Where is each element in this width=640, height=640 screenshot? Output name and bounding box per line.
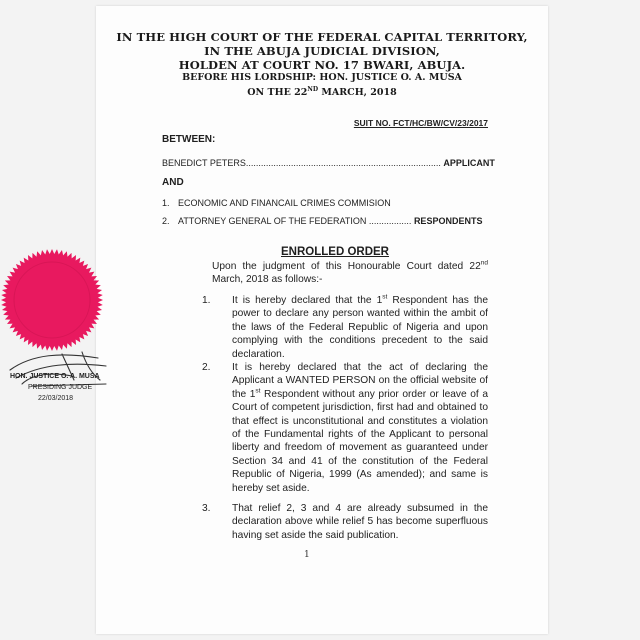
order-item-number: 2. [202,362,211,373]
header-line-5: ON THE 22ND MARCH, 2018 [247,86,397,99]
header-line-3: HOLDEN AT COURT NO. 17 BWARI, ABUJA. [178,58,466,72]
applicant-dots: .............................................................................. [245,158,441,168]
respondent-2-name: ATTORNEY GENERAL OF THE FEDERATION [178,216,367,226]
order-intro: Upon the judgment of this Honourable Court dated 22nd March, 2018 as follows:- [212,259,488,286]
header-line-1: IN THE HIGH COURT OF THE FEDERAL CAPITAL TERRITORY, [116,30,528,44]
suit-number: SUIT NO. FCT/HC/BW/CV/23/2017 [353,118,488,128]
applicant-name: BENEDICT PETERS [162,158,246,168]
order-item-text: It is hereby declared that the act of declaring the Applicant a WANTED PERSON on the official website of the 1st Respondent without any prior order or leave of a Court of competent jurisdiction, first had and obtained to that effect is unconstitutional and constitutes a violation of the Fundamental rights of the Applicant to personal liberty and freedom of movement as guaranteed under Section 34 and 41 of the constitution of the Federal Republic of Nigeria, 1999 (As amended); and same is hereby set aside. [232,362,488,494]
document-page [96,6,548,634]
order-item-text: It is hereby declared that the 1st Respondent has the power to declare any person wanted within the ambit of the laws of the Federal Republic of Nigeria and upon complying with the conditions precedent to the said declaration. [232,293,488,360]
order-item-number: 3. [202,503,211,514]
court-seal [0,248,104,352]
respondents-role: RESPONDENTS [413,216,483,226]
respondent-1-line [162,198,391,208]
signature-role: PRESIDING JUDGE [28,384,93,391]
signature-scribble [2,350,112,416]
order-item-number: 1. [202,295,211,306]
seal-rosette [1,249,103,351]
respondent-2-dots: ................. [366,216,412,226]
respondent-2-number: 2. [162,216,170,226]
page-number: 1 [304,550,310,560]
applicant-role: APPLICANT [443,158,495,168]
order-item-text: That relief 2, 3 and 4 are already subsumed in the declaration above while relief 5 has become superfluous having set aside the said publication. [232,503,488,541]
court-header [96,30,548,99]
respondent-1-number: 1. [162,198,170,208]
signature-name: HON. JUSTICE O. A. MUSA [10,373,100,380]
header-line-4: BEFORE HIS LORDSHIP: HON. JUSTICE O. A. MUSA [182,72,462,83]
respondent-1-name: ECONOMIC AND FINANCAIL CRIMES COMMISION [178,198,391,208]
header-line-2: IN THE ABUJA JUDICIAL DIVISION, [204,44,440,58]
and-label: AND [162,177,184,188]
order-item-2 [202,361,488,495]
order-item-3 [202,502,488,542]
order-item-1 [202,294,488,361]
between-label: BETWEEN: [162,134,216,145]
respondent-2-line [162,216,482,226]
applicant-line [162,158,495,168]
signature-date: 22/03/2018 [38,395,74,402]
order-title: ENROLLED ORDER [281,246,389,258]
